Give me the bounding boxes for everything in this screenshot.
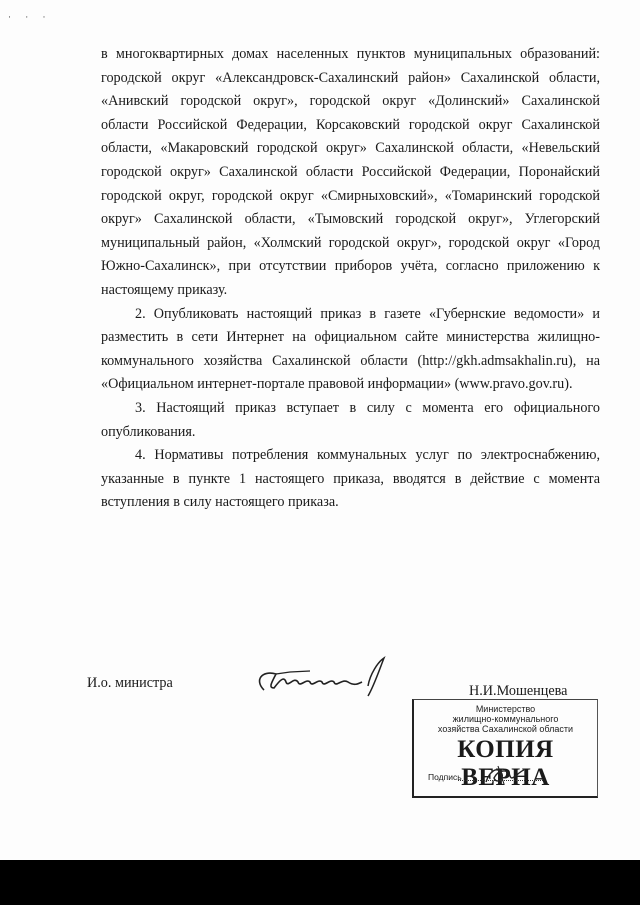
document-body bbox=[101, 43, 600, 515]
certified-copy-stamp bbox=[412, 699, 598, 798]
handwritten-signature bbox=[250, 652, 400, 702]
paragraph-3: 3. Настоящий приказ вступает в силу с момента его официального опубликования. bbox=[101, 399, 600, 440]
signatory-name: Н.И.Мошенцева bbox=[469, 683, 568, 699]
stamp-line-2: жилищно-коммунального bbox=[452, 714, 559, 724]
paragraph-2: 2. Опубликовать настоящий приказ в газете «Губернские ведомости» и разместить в сети Интернет на официальном сайте министерства жилищно-коммунального хозяйства Сахалинской области (http://gkh.admsakhalin.ru), на «Официальном интернет-портале правовой информации» (www.pravo.gov.ru). bbox=[101, 305, 600, 393]
scan-specks: · · · bbox=[8, 12, 52, 22]
stamp-line-1: Министерство bbox=[475, 704, 536, 714]
scan-bottom-border bbox=[0, 860, 640, 905]
paragraph-1-continuation: в многоквартирных домах населенных пунктов муниципальных образований: городской округ «Александровск-Сахалинский район» Сахалинской области, «Анивский городской округ», городской округ «Долинский» Сахалинской области Российской Федерации, Корсаковский городской округ Сахалинской области, «Макаровский городской округ» Сахалинской области, «Невельский городской округ» Сахалинской области Российской Федерации, Поронайский городской округ, городской округ «Смирныховский», «Томаринский городской округ» Сахалинской области, «Тымовский городской округ», Углегорский муниципальный район, «Холмский городской округ», городской округ «Город Южно-Сахалинск», при отсутствии приборов учёта, согласно приложению к настоящему приказу. bbox=[101, 46, 600, 298]
stamp-main-text: КОПИЯ ВЕРНА bbox=[457, 736, 554, 791]
stamp-signature-scribble bbox=[480, 762, 530, 788]
position-title: И.о. министра bbox=[87, 675, 173, 691]
stamp-sign-label: Подпись bbox=[428, 772, 462, 782]
stamp-line-3: хозяйства Сахалинской области bbox=[437, 724, 574, 734]
paragraph-4: 4. Нормативы потребления коммунальных услуг по электроснабжению, указанные в пункте 1 настоящего приказа, вводятся в действие с момента вступления в силу настоящего приказа. bbox=[101, 447, 600, 511]
